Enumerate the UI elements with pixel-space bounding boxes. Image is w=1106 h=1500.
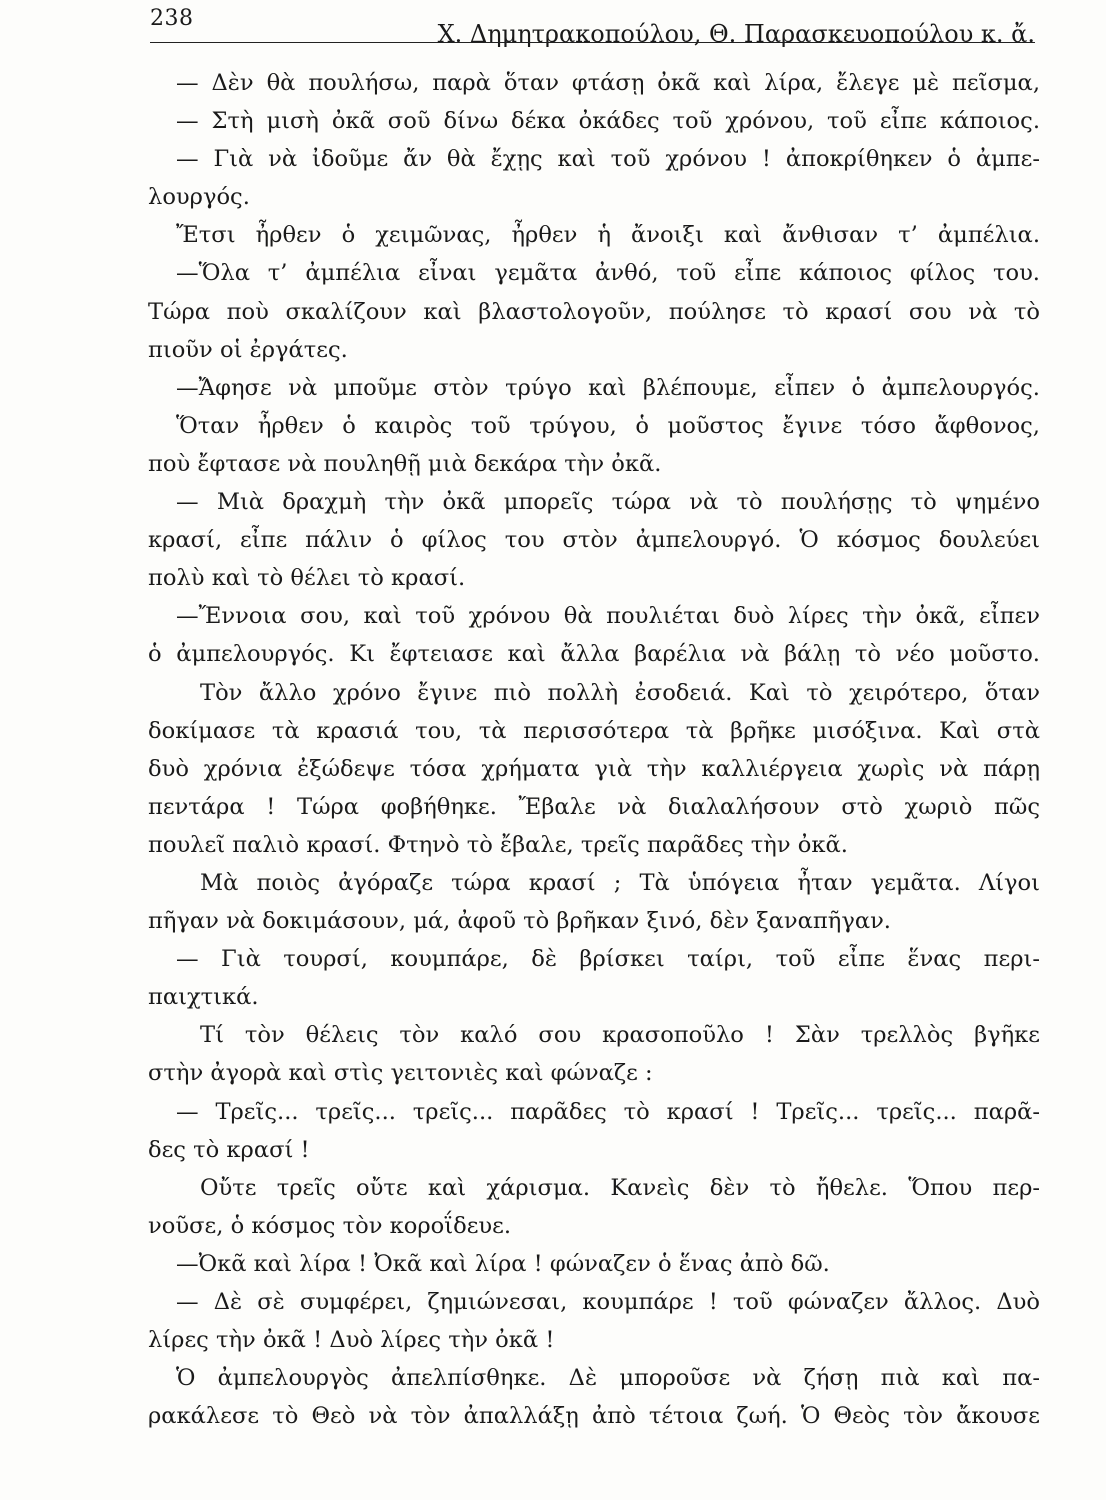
text-line: Ὅταν ἦρθεν ὁ καιρὸς τοῦ τρύγου, ὁ μοῦστος ἔγινε τόσο ἄφθονος, xyxy=(176,412,1040,439)
text-line: Ἔτσι ἦρθεν ὁ χειμῶνας, ἦρθεν ἡ ἄνοιξι καὶ ἄνθισαν τ’ ἀμπέλια. xyxy=(176,222,1040,249)
text-line: Μὰ ποιὸς ἀγόραζε τώρα κρασί ; Τὰ ὑπόγεια ἦταν γεμᾶτα. Λίγοι xyxy=(200,869,1040,896)
body-text xyxy=(148,64,1040,1435)
text-line: — Τρεῖς... τρεῖς... τρεῖς... παρᾶδες τὸ κρασί ! Τρεῖς... τρεῖς... παρᾶ- xyxy=(176,1098,1040,1125)
text-line: ποὺ ἔφτασε νὰ πουληθῇ μιὰ δεκάρα τὴν ὀκᾶ. xyxy=(148,450,662,477)
text-line: παιχτικά. xyxy=(148,984,259,1011)
text-line: πῆγαν νὰ δοκιμάσουν, μά, ἀφοῦ τὸ βρῆκαν ξινό, δὲν ξαναπῆγαν. xyxy=(148,908,891,935)
text-line: πουλεῖ παλιὸ κρασί. Φτηνὸ τὸ ἔβαλε, τρεῖς παρᾶδες τὴν ὀκᾶ. xyxy=(148,831,848,858)
text-line: ὁ ἀμπελουργός. Κι ἔφτειασε καὶ ἄλλα βαρέλια νὰ βάλῃ τὸ νέο μοῦστο. xyxy=(148,641,1040,668)
text-line: πιοῦν οἱ ἐργάτες. xyxy=(148,336,348,363)
text-line: Τώρα ποὺ σκαλίζουν καὶ βλαστολογοῦν, πούλησε τὸ κρασί σου νὰ τὸ xyxy=(148,298,1040,325)
text-line: — Μιὰ δραχμὴ τὴν ὀκᾶ μπορεῖς τώρα νὰ τὸ πουλήσῃς τὸ ψημένο xyxy=(176,489,1040,516)
text-line: —Ἄφησε νὰ μποῦμε στὸν τρύγο καὶ βλέπουμε, εἶπεν ὁ ἀμπελουργός. xyxy=(176,374,1040,401)
text-line: Ὁ ἀμπελουργὸς ἀπελπίσθηκε. Δὲ μποροῦσε νὰ ζήσῃ πιὰ καὶ πα- xyxy=(176,1365,1040,1392)
text-line: — Δὲν θὰ πουλήσω, παρὰ ὅταν φτάσῃ ὀκᾶ καὶ λίρα, ἔλεγε μὲ πεῖσμα, xyxy=(176,70,1040,96)
text-line: Οὔτε τρεῖς οὔτε καὶ χάρισμα. Κανεὶς δὲν τὸ ἤθελε. Ὅπου περ- xyxy=(200,1174,1040,1201)
text-line: δυὸ χρόνια ἐξώδεψε τόσα χρήματα γιὰ τὴν καλλιέργεια χωρὶς νὰ πάρῃ xyxy=(148,755,1040,782)
text-line: νοῦσε, ὁ κόσμος τὸν κοροΐδευε. xyxy=(148,1212,512,1239)
text-line: — Στὴ μισὴ ὀκᾶ σοῦ δίνω δέκα ὀκάδες τοῦ χρόνου, τοῦ εἶπε κάποιος. xyxy=(176,108,1040,135)
text-line: —Ὅλα τ’ ἀμπέλια εἶναι γεμᾶτα ἀνθό, τοῦ εἶπε κάποιος φίλος του. xyxy=(176,260,1040,287)
text-line: — Δὲ σὲ συμφέρει, ζημιώνεσαι, κουμπάρε ! τοῦ φώναζεν ἄλλος. Δυὸ xyxy=(176,1289,1040,1315)
text-line: — Γιὰ νὰ ἰδοῦμε ἄν θὰ ἔχῃς καὶ τοῦ χρόνου ! ἀποκρίθηκεν ὁ ἀμπε- xyxy=(176,146,1040,173)
text-line: δοκίμασε τὰ κρασιά του, τὰ περισσότερα τὰ βρῆκε μισόξινα. Καὶ στὰ xyxy=(148,717,1040,744)
text-line: δες τὸ κρασί ! xyxy=(148,1136,310,1163)
text-line: ρακάλεσε τὸ Θεὸ νὰ τὸν ἀπαλλάξῃ ἀπὸ τέτοια ζωή. Ὁ Θεὸς τὸν ἄκουσε xyxy=(148,1403,1040,1430)
text-line: Τί τὸν θέλεις τὸν καλό σου κρασοποῦλο ! Σὰν τρελλὸς βγῆκε xyxy=(200,1022,1040,1049)
text-line: κρασί, εἶπε πάλιν ὁ φίλος του στὸν ἀμπελουργό. Ὁ κόσμος δουλεύει xyxy=(148,527,1040,554)
text-line: —Ὀκᾶ καὶ λίρα ! Ὀκᾶ καὶ λίρα ! φώναζεν ὁ ἕνας ἀπὸ δῶ. xyxy=(176,1250,830,1277)
text-line: πολὺ καὶ τὸ θέλει τὸ κρασί. xyxy=(148,565,466,592)
running-head: Χ. Δημητρακοπούλου, Θ. Παρασκευοπούλου κ. ἄ. xyxy=(437,20,1035,48)
page-number: 238 xyxy=(150,6,194,31)
text-line: — Γιὰ τουρσί, κουμπάρε, δὲ βρίσκει ταίρι, τοῦ εἶπε ἕνας περι- xyxy=(176,946,1040,973)
text-line: λουργός. xyxy=(148,184,250,211)
text-line: Τὸν ἄλλο χρόνο ἔγινε πιὸ πολλὴ ἐσοδειά. Καὶ τὸ χειρότερο, ὅταν xyxy=(200,679,1040,706)
header-rule xyxy=(150,42,1035,43)
text-line: —Ἔννοια σου, καὶ τοῦ χρόνου θὰ πουλιέται δυὸ λίρες τὴν ὀκᾶ, εἶπεν xyxy=(176,603,1040,630)
page-header xyxy=(150,6,1035,48)
text-line: πεντάρα ! Τώρα φοβήθηκε. Ἔβαλε νὰ διαλαλήσουν στὸ χωριὸ πῶς xyxy=(148,793,1040,820)
text-line: λίρες τὴν ὀκᾶ ! Δυὸ λίρες τὴν ὀκᾶ ! xyxy=(148,1327,555,1354)
text-line: στὴν ἀγορὰ καὶ στὶς γειτονιὲς καὶ φώναζε : xyxy=(148,1060,653,1087)
